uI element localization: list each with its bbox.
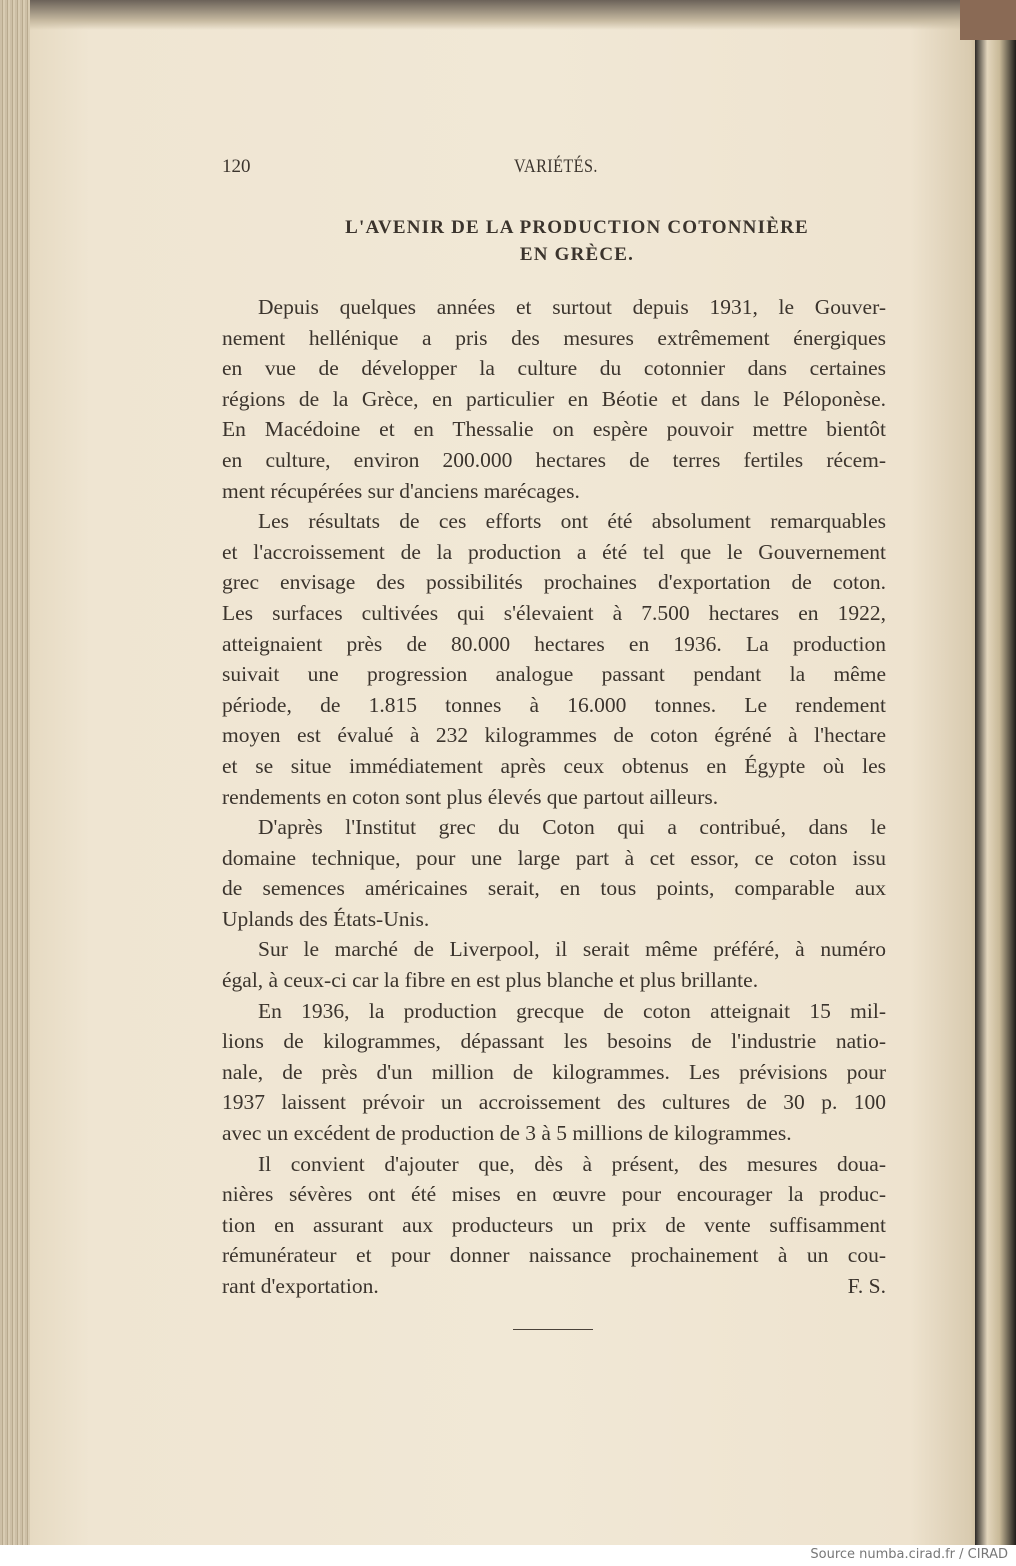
text-line: [222, 506, 886, 537]
line-text: égal, à ceux-ci car la fibre en est plus blanche et plus brillante.: [222, 968, 759, 993]
line-text: D'après l'Institut grec du Coton qui a contribué, dans le: [258, 815, 886, 840]
line-text: rémunérateur et pour donner naissance prochainement à un cou-: [222, 1243, 886, 1268]
text-line: [222, 690, 886, 721]
text-line: [222, 384, 886, 415]
text-line: [222, 598, 886, 629]
text-line: [222, 751, 886, 782]
text-line: [222, 292, 886, 323]
text-line: [222, 996, 886, 1027]
line-text: rendements en coton sont plus élevés que partout ailleurs.: [222, 784, 719, 809]
line-text: ment récupérées sur d'anciens marécages.: [222, 478, 580, 503]
text-line: [222, 934, 886, 965]
author-signature: F. S.: [847, 1274, 886, 1298]
line-text: lions de kilogrammes, dépassant les besoins de l'industrie natio-: [222, 1029, 886, 1054]
article-body: [222, 292, 886, 1302]
line-text: Les résultats de ces efforts ont été absolument remarquables: [258, 509, 886, 534]
text-line: [222, 659, 886, 690]
text-line: [222, 1149, 886, 1180]
line-text: moyen est évalué à 232 kilogrammes de coton égréné à l'hectare: [222, 723, 886, 748]
line-text: avec un excédent de production de 3 à 5 millions de kilogrammes.: [222, 1121, 792, 1146]
text-line: [222, 323, 886, 354]
text-line: [222, 1271, 886, 1302]
text-line: [222, 629, 886, 660]
text-line: [222, 782, 886, 813]
line-text: En 1936, la production grecque de coton atteignait 15 mil-: [258, 998, 886, 1023]
line-text: rant d'exportation.: [222, 1274, 379, 1298]
page-number: 120: [222, 156, 251, 177]
running-head: VARIÉTÉS.: [514, 156, 598, 177]
line-text: tion en assurant aux producteurs un prix de vente suffisamment: [222, 1212, 886, 1237]
line-text: En Macédoine et en Thessalie on espère pouvoir mettre bientôt: [222, 417, 886, 442]
text-line: [222, 720, 886, 751]
text-line: [222, 567, 886, 598]
text-line: [222, 812, 886, 843]
text-line: [222, 414, 886, 445]
line-text: Sur le marché de Liverpool, il serait même préféré, à numéro: [258, 937, 886, 962]
bookmark-ribbon: [960, 0, 1016, 40]
line-text: en culture, environ 200.000 hectares de terres fertiles récem-: [222, 447, 886, 472]
line-text: nement hellénique a pris des mesures extrêmement énergiques: [222, 325, 886, 350]
page-top-shadow: [30, 0, 985, 30]
line-text: période, de 1.815 tonnes à 16.000 tonnes. Le rendement: [222, 692, 886, 717]
end-rule: [513, 1329, 593, 1330]
line-text: et se situe immédiatement après ceux obtenus en Égypte où les: [222, 753, 886, 778]
article-title-line-2: EN GRÈCE.: [519, 244, 635, 265]
text-line: [222, 1057, 886, 1088]
line-text: de semences américaines serait, en tous points, comparable aux: [222, 876, 886, 901]
text-line: [222, 353, 886, 384]
article-title-line-1: L'AVENIR DE LA PRODUCTION COTONNIÈRE: [345, 217, 809, 238]
text-line: [222, 965, 886, 996]
text-line: [222, 476, 886, 507]
text-line: [222, 1210, 886, 1241]
line-text: suivait une progression analogue passant pendant la même: [222, 662, 886, 687]
line-text: et l'accroissement de la production a été tel que le Gouvernement: [222, 539, 886, 564]
footer-bar: [0, 1545, 1016, 1566]
text-line: [222, 537, 886, 568]
text-line: [222, 1087, 886, 1118]
text-line: [222, 1118, 886, 1149]
text-line: [222, 904, 886, 935]
text-line: [222, 843, 886, 874]
text-line: [222, 1240, 886, 1271]
line-text: domaine technique, pour une large part à cet essor, ce coton issu: [222, 845, 886, 870]
line-text: Les surfaces cultivées qui s'élevaient à 7.500 hectares en 1922,: [222, 600, 886, 625]
line-text: atteignaient près de 80.000 hectares en 1936. La production: [222, 631, 886, 656]
text-line: [222, 1179, 886, 1210]
text-line: [222, 445, 886, 476]
source-credit: Source numba.cirad.fr / CIRAD: [810, 1547, 1008, 1562]
line-text: nières sévères ont été mises en œuvre pour encourager la produc-: [222, 1182, 886, 1207]
line-text: régions de la Grèce, en particulier en Béotie et dans le Péloponèse.: [222, 386, 886, 411]
line-text: grec envisage des possibilités prochaines d'exportation de coton.: [222, 570, 886, 595]
line-text: Il convient d'ajouter que, dès à présent, des mesures doua-: [258, 1151, 886, 1176]
text-line: [222, 873, 886, 904]
line-text: Uplands des États-Unis.: [222, 906, 430, 931]
text-line: [222, 1026, 886, 1057]
line-text: 1937 laissent prévoir un accroissement des cultures de 30 p. 100: [222, 1090, 886, 1115]
line-text: nale, de près d'un million de kilogrammes. Les prévisions pour: [222, 1059, 886, 1084]
line-text: en vue de développer la culture du cotonnier dans certaines: [222, 356, 886, 381]
book-binding: [975, 0, 1016, 1545]
line-text: Depuis quelques années et surtout depuis 1931, le Gouver-: [258, 295, 886, 319]
